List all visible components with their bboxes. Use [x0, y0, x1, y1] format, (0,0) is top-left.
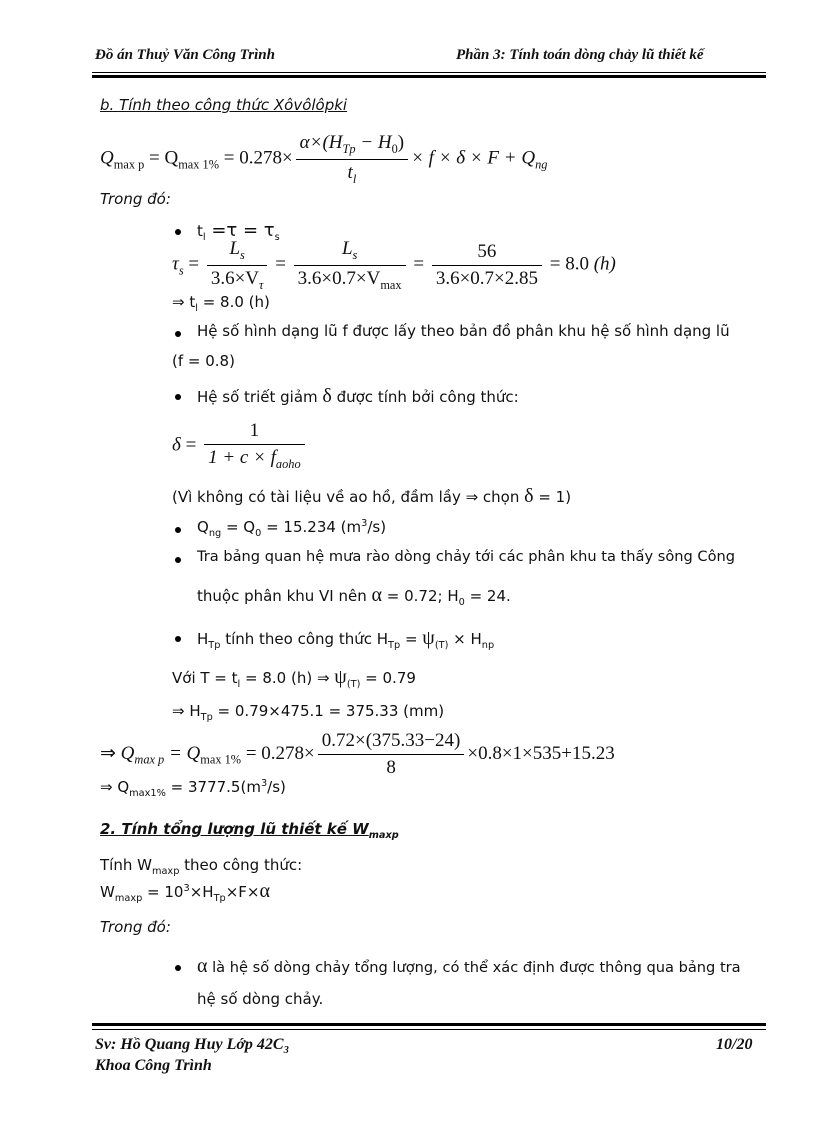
section-2-title: 2. Tính tổng lượng lũ thiết kế $W_{maxp}$: [100, 820, 399, 841]
tl-definition: $t_l =\tau = \tau_s$: [197, 220, 280, 243]
footer-rule-thin: [92, 1029, 766, 1030]
q-calculation: ⇒ $Q_{max p} = Q_{max 1\%} = 0.278\times$ $\frac{0.72\times(375.33-24)}{8}$ ×0.8×1×535+15.23: [100, 730, 615, 778]
footer-rule-thick: [92, 1023, 766, 1026]
trong-do-label: Trong đó:: [100, 190, 171, 208]
bullet: [175, 557, 181, 563]
footer-page-number: 10/20: [716, 1036, 753, 1053]
bullet: [175, 394, 181, 400]
shape-coefficient-text: Hệ số hình dạng lũ f được lấy theo bản đồ phân khu hệ số hình dạng lũ: [197, 322, 730, 340]
bullet: [175, 636, 181, 642]
rainfall-runoff-line-2: thuộc phân khu VI nên α = 0.72; $H_0 = 24$.: [197, 584, 511, 608]
tau-fraction-1: $\frac{L_s}{3.6\times V_\tau}$: [207, 238, 268, 293]
footer-author: Sv: Hồ Quang Huy Lớp $42C_3$: [95, 1036, 289, 1057]
tau-fraction-3: $\frac{56}{3.6\times 0.7\times 2.85}$: [432, 241, 542, 290]
alpha-definition-line-1: α là hệ số dòng chảy tổng lượng, có thể xác định được thông qua bảng tra: [197, 955, 741, 977]
qng-value: $Q_{ng} = Q_0 = 15.234$ $(m^3/s)$: [197, 518, 387, 539]
f-value: (f = 0.8): [172, 352, 235, 370]
htp-result: ⇒ $H_{Tp} = 0.79\times 475.1 = 375.33$ (mm): [172, 702, 445, 723]
section-b-title: b. Tính theo công thức Xôvôlôpki: [100, 96, 348, 114]
header-rule-thick: [92, 75, 766, 78]
w-intro: Tính $W_{maxp}$ theo công thức:: [100, 856, 303, 877]
rainfall-runoff-line-1: Tra bảng quan hệ mưa rào dòng chảy tới các phân khu ta thấy sông Công: [197, 548, 736, 565]
header-right: Phần 3: Tính toán dòng chảy lũ thiết kế: [456, 47, 704, 63]
bullet: [175, 229, 181, 235]
bullet: [175, 527, 181, 533]
w-formula: $W_{maxp} = 10^3\times H_{Tp}\times F\times\alpha$: [100, 880, 270, 904]
trong-do-label-2: Trong đó:: [100, 918, 171, 936]
delta-formula: δ = $\frac{1}{1 + c \times f_{aoho}}$: [172, 420, 308, 472]
header-rule-thin: [92, 72, 766, 73]
htp-formula-text: $H_{Tp}$ tính theo công thức $H_{Tp} = \psi_{(T)} \times H_{np}$: [197, 627, 495, 651]
alpha-definition-line-2: hệ số dòng chảy.: [197, 990, 324, 1008]
tl-result: ⇒ $t_l = 8.0$ (h): [172, 293, 270, 314]
delta-text: Hệ số triết giảm δ được tính bởi công thức:: [197, 385, 519, 407]
main-formula: $Q_{max p} = Q_{max 1\%} = 0.278\times$ $\frac{\alpha\times(H_{Tp} - H_0)}{t_l}$ × $f \times \delta \times F + Q_{ng}$: [100, 132, 548, 186]
main-fraction: $\frac{\alpha\times(H_{Tp} - H_0)}{t_l}$: [296, 132, 408, 187]
footer-faculty: Khoa Công Trình: [95, 1057, 212, 1074]
bullet: [175, 965, 181, 971]
tau-fraction-2: $\frac{L_s}{3.6\times 0.7\times V_{max}}$: [294, 238, 406, 293]
q-result: ⇒ $Q_{max1\%} = 3777.5(m^3/s)$: [100, 778, 286, 799]
q-fraction: $\frac{0.72\times(375.33-24)}{8}$: [318, 730, 465, 779]
voi-t-line: Với $T = t_l = 8.0$ (h) ⇒ $\psi_{(T)} = 0.79$: [172, 666, 416, 690]
bullet: [175, 331, 181, 337]
delta-note: (Vì không có tài liệu về ao hồ, đầm lầy ⇒ chọn δ = 1): [172, 485, 572, 507]
delta-fraction: $\frac{1}{1 + c \times f_{aoho}}$: [204, 420, 305, 472]
tau-formula: $\tau_s$ = $\frac{L_s}{3.6\times V_\tau}$ = $\frac{L_s}{3.6\times 0.7\times V_{max}}$ = $\frac{56}{3.6\times 0.7\times 2.85}$ = 8.0 (h): [172, 238, 616, 292]
header-left: Đồ án Thuỷ Văn Công Trình: [95, 47, 275, 63]
